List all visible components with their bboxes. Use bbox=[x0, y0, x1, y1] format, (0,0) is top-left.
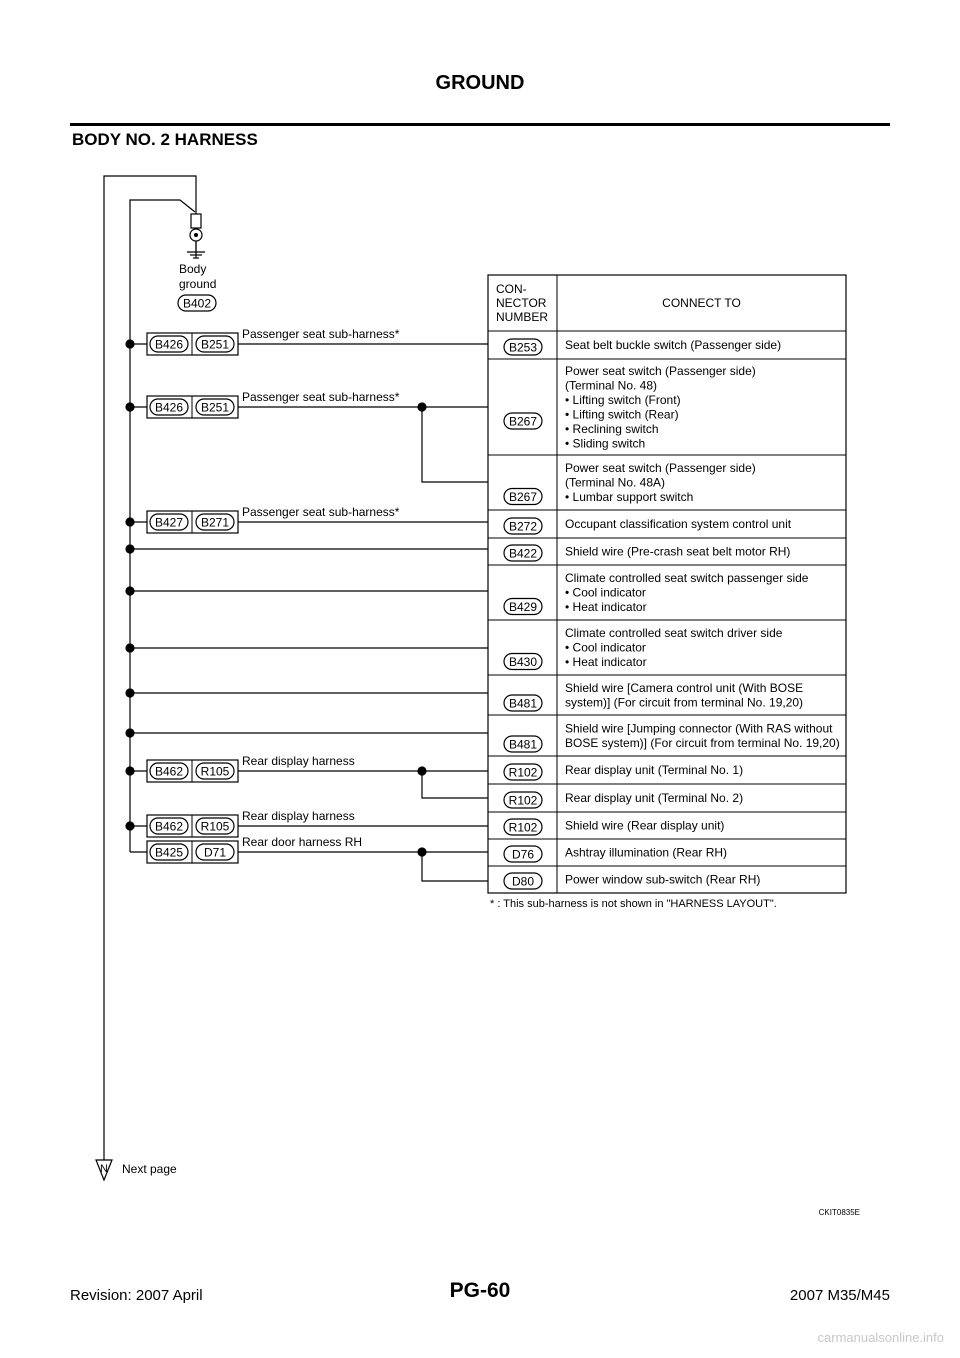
table-header-col2: CONNECT TO bbox=[662, 296, 741, 310]
junction-right-connector bbox=[196, 844, 234, 860]
connector-number bbox=[504, 819, 542, 835]
connect-to-text: (Terminal No. 48) bbox=[565, 378, 658, 393]
connect-to-text: system)] (For circuit from terminal No. 19,20) bbox=[565, 695, 804, 710]
connector-label: B481 bbox=[508, 737, 538, 752]
connect-to-text: BOSE system)] (For circuit from terminal No. 19,20) bbox=[565, 735, 840, 750]
ground-label: ground bbox=[179, 277, 217, 291]
connector-label: B253 bbox=[508, 340, 538, 355]
watermark: carmanualsonline.info bbox=[817, 1330, 944, 1345]
next-page-letter: N bbox=[100, 1163, 108, 1175]
harness-label: Rear door harness RH bbox=[242, 835, 363, 849]
connector-label: B481 bbox=[508, 696, 538, 711]
connect-to-text: Occupant classification system control unit bbox=[565, 517, 792, 531]
connector-label: B426 bbox=[154, 400, 184, 415]
connector-label: B267 bbox=[508, 414, 538, 429]
connector-label: R102 bbox=[508, 820, 538, 835]
frame-wire bbox=[104, 176, 196, 1175]
connector-number bbox=[504, 846, 542, 862]
connect-to-text: • Lifting switch (Rear) bbox=[565, 407, 679, 422]
connector-number bbox=[504, 489, 542, 505]
harness-label: Passenger seat sub-harness* bbox=[242, 327, 400, 341]
connector-label: B272 bbox=[508, 519, 538, 534]
page-title: GROUND bbox=[435, 72, 525, 94]
connector-label: B429 bbox=[508, 600, 538, 614]
connector-number bbox=[504, 736, 542, 752]
connector-number bbox=[504, 695, 542, 711]
connector-number bbox=[504, 413, 542, 429]
connector-label: B430 bbox=[508, 655, 538, 669]
connector-label: R102 bbox=[508, 793, 538, 808]
next-page-marker bbox=[96, 1160, 177, 1180]
harness-label: Passenger seat sub-harness* bbox=[242, 505, 400, 519]
connect-to-text: Shield wire (Pre-crash seat belt motor RH) bbox=[565, 544, 791, 559]
connect-to-text: Power seat switch (Passenger side) bbox=[565, 461, 756, 475]
connect-to-text: • Sliding switch bbox=[565, 436, 646, 451]
connect-to-text: Shield wire [Camera control unit (With BOSE bbox=[565, 680, 804, 695]
connector-label: B462 bbox=[154, 764, 184, 779]
page-number: PG-60 bbox=[449, 1279, 511, 1302]
connect-to-text: • Lifting switch (Front) bbox=[565, 392, 681, 407]
connect-to-text: • Reclining switch bbox=[565, 421, 659, 436]
connect-to-text: Rear display unit (Terminal No. 1) bbox=[565, 763, 744, 777]
splice-b267 bbox=[422, 407, 488, 482]
figure-code: CKIT0835E bbox=[818, 1208, 860, 1217]
junction-left-connector bbox=[150, 763, 188, 779]
junction-left-connector bbox=[150, 844, 188, 860]
connector-number bbox=[504, 599, 542, 615]
connector-label: R102 bbox=[508, 765, 538, 780]
connector-label: B462 bbox=[154, 819, 184, 834]
connect-to-text: Shield wire (Rear display unit) bbox=[565, 818, 725, 833]
junction-left-connector bbox=[150, 336, 188, 352]
connect-to-text: • Heat indicator bbox=[565, 655, 647, 669]
connector-label: D71 bbox=[203, 845, 227, 860]
revision-label: Revision: 2007 April bbox=[70, 1287, 203, 1304]
connector-label: R105 bbox=[200, 819, 230, 834]
connector-label: D76 bbox=[511, 847, 535, 862]
harness-junction bbox=[147, 754, 355, 782]
table-header-col1: NECTOR bbox=[496, 296, 547, 310]
harness-label: Rear display harness bbox=[242, 754, 355, 768]
connector-number bbox=[504, 518, 542, 534]
connect-to-text: (Terminal No. 48A) bbox=[565, 475, 666, 490]
junction-right-connector bbox=[196, 763, 234, 779]
connect-to-text: • Lumbar support switch bbox=[565, 490, 694, 504]
connector-number bbox=[504, 873, 542, 889]
harness-junction bbox=[147, 327, 400, 355]
junction-right-connector bbox=[196, 399, 234, 415]
connector-label: B271 bbox=[200, 515, 230, 530]
connector-label: B426 bbox=[154, 337, 184, 352]
ground-label: Body bbox=[179, 262, 207, 276]
connector-label: D80 bbox=[511, 874, 535, 889]
connect-to-text: Climate controlled seat switch passenger side bbox=[565, 571, 809, 585]
ground-terminal bbox=[191, 214, 201, 228]
table-header-col1: NUMBER bbox=[496, 310, 549, 324]
connect-to-text: • Cool indicator bbox=[565, 640, 646, 655]
harness-label: Passenger seat sub-harness* bbox=[242, 390, 400, 404]
connect-to-text: Power window sub-switch (Rear RH) bbox=[565, 872, 761, 887]
connect-to-text: • Heat indicator bbox=[565, 600, 647, 614]
connector-number bbox=[504, 339, 542, 355]
connect-to-text: Climate controlled seat switch driver side bbox=[565, 626, 783, 640]
ground-ring-center bbox=[194, 233, 198, 237]
connector-label: B251 bbox=[200, 400, 230, 415]
harness-junction bbox=[147, 835, 362, 863]
connector-label: R105 bbox=[200, 764, 230, 779]
next-page-label: Next page bbox=[122, 1162, 177, 1176]
junction-left-connector bbox=[150, 399, 188, 415]
junction-left-connector bbox=[150, 514, 188, 530]
connector-label: B251 bbox=[200, 337, 230, 352]
connect-to-text: • Cool indicator bbox=[565, 585, 646, 600]
junction-right-connector bbox=[196, 514, 234, 530]
connector-number bbox=[504, 545, 542, 561]
connect-to-text: Ashtray illumination (Rear RH) bbox=[565, 845, 728, 860]
connector-label: B402 bbox=[182, 296, 212, 311]
connect-to-text: Power seat switch (Passenger side) bbox=[565, 363, 756, 378]
harness-junction bbox=[147, 390, 400, 418]
connect-to-text: Rear display unit (Terminal No. 2) bbox=[565, 791, 744, 805]
connect-to-text: Shield wire [Jumping connector (With RAS without bbox=[565, 721, 833, 736]
section-title: BODY NO. 2 HARNESS bbox=[72, 130, 258, 149]
connector-number bbox=[504, 654, 542, 670]
table-header-col1: CON- bbox=[496, 282, 527, 296]
splice-d80 bbox=[422, 852, 488, 881]
junction-right-connector bbox=[196, 336, 234, 352]
junction-right-connector bbox=[196, 818, 234, 834]
ground-connector bbox=[178, 295, 216, 311]
harness-junction bbox=[147, 505, 400, 533]
connector-label: B427 bbox=[154, 515, 184, 530]
connector-label: B425 bbox=[154, 845, 184, 860]
harness-junction bbox=[147, 809, 355, 837]
table-footnote: * : This sub-harness is not shown in "HARNESS LAYOUT". bbox=[490, 898, 777, 910]
connector-number bbox=[504, 764, 542, 780]
connector-label: B267 bbox=[508, 490, 538, 504]
connect-to-text: Seat belt buckle switch (Passenger side) bbox=[565, 338, 782, 352]
connector-label: B422 bbox=[508, 546, 538, 561]
connector-number bbox=[504, 792, 542, 808]
model-label: 2007 M35/M45 bbox=[789, 1287, 890, 1304]
junction-left-connector bbox=[150, 818, 188, 834]
splice-r102 bbox=[422, 771, 488, 798]
harness-label: Rear display harness bbox=[242, 809, 355, 823]
